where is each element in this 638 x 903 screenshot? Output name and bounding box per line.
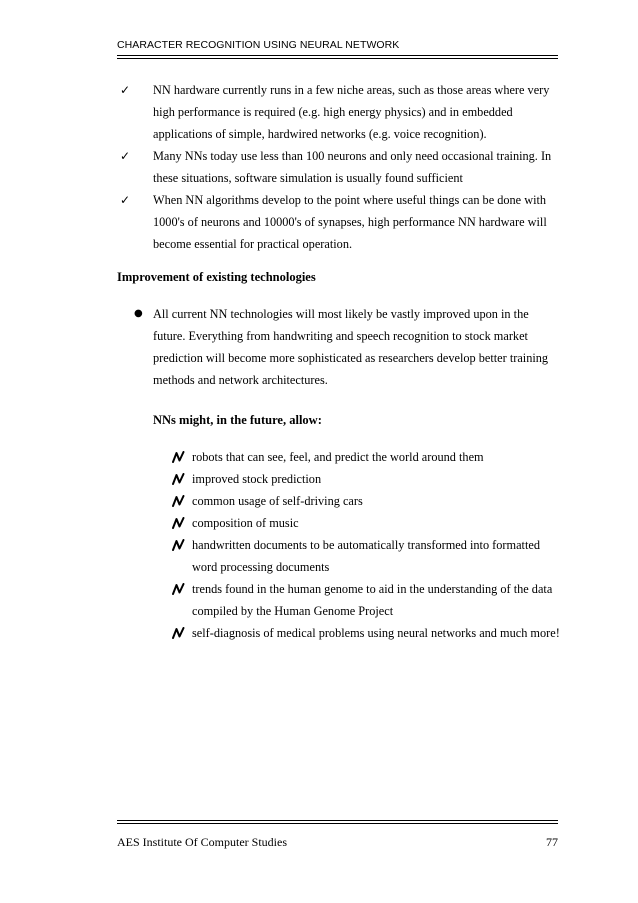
- list-item: [172, 468, 564, 490]
- arrow-bullet-icon: [172, 495, 185, 507]
- checkmark-icon: ✓: [120, 193, 131, 207]
- arrow-bullet-icon: [172, 451, 185, 463]
- checkmark-icon: ✓: [120, 149, 131, 163]
- arrow-bullet-icon: [172, 517, 185, 529]
- sub-heading: NNs might, in the future, allow:: [153, 413, 322, 427]
- checkmark-list-item: [120, 79, 570, 145]
- list-item-text: composition of music: [192, 516, 299, 530]
- list-item: [172, 512, 564, 534]
- footer-divider: [117, 820, 558, 821]
- arrow-bullet-icon: [172, 473, 185, 485]
- list-item: [172, 578, 564, 622]
- checkmark-list: [120, 79, 570, 255]
- bullet-paragraph: [134, 303, 564, 391]
- list-item-text: common usage of self-driving cars: [192, 494, 363, 508]
- list-item-text: handwritten documents to be automatically transformed into formatted word processing documents: [192, 538, 540, 574]
- checkmark-item-text: NN hardware currently runs in a few niche areas, such as those areas where very high performance is required (e.g. high energy physics) and in embedded applications of simple, hardwired networks (e.g. voice recognition).: [153, 83, 550, 141]
- checkmark-icon: ✓: [120, 83, 131, 97]
- bullet-dot-icon: ●: [134, 308, 143, 319]
- bullet-item: [134, 303, 564, 391]
- page-number: 77: [546, 835, 558, 849]
- list-item: [172, 622, 564, 644]
- checkmark-item-text: When NN algorithms develop to the point where useful things can be done with 1000's of neurons and 10000's of synapses, high performance NN hardware will become essential for practical operation.: [153, 193, 547, 251]
- bullet-text: All current NN technologies will most likely be vastly improved upon in the future. Everything from handwriting and speech recognition to stock market prediction will become more sophisticated as researchers develop better training methods and network architectures.: [153, 307, 549, 387]
- list-item-text: self-diagnosis of medical problems using neural networks and much more!: [192, 626, 560, 640]
- footer-institute: AES Institute Of Computer Studies: [117, 835, 287, 849]
- list-item: [172, 490, 564, 512]
- arrow-bullet-icon: [172, 627, 185, 639]
- arrow-bullet-icon: [172, 539, 185, 551]
- running-header: CHARACTER RECOGNITION USING NEURAL NETWORK: [117, 39, 558, 56]
- list-item-text: improved stock prediction: [192, 472, 322, 486]
- checkmark-list-item: [120, 189, 570, 255]
- arrow-bullet-icon: [172, 583, 185, 595]
- list-item-text: robots that can see, feel, and predict the world around them: [192, 450, 484, 464]
- list-item: [172, 534, 564, 578]
- checkmark-list-item: [120, 145, 570, 189]
- future-uses-list: [172, 446, 564, 644]
- list-item-text: trends found in the human genome to aid in the understanding of the data compiled by the Human Genome Project: [192, 582, 553, 618]
- section-heading: Improvement of existing technologies: [117, 270, 316, 284]
- list-item: [172, 446, 564, 468]
- checkmark-item-text: Many NNs today use less than 100 neurons and only need occasional training. In these situations, software simulation is usually found sufficient: [153, 149, 552, 185]
